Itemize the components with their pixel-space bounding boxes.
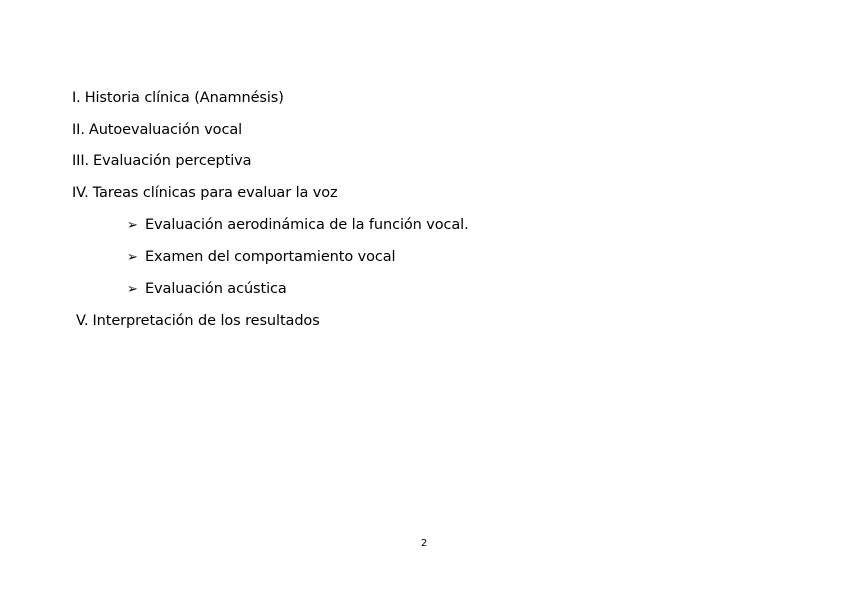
outline-item-3 bbox=[72, 152, 251, 170]
outline-item-number: I. bbox=[72, 90, 81, 106]
arrow-bullet-icon: ➢ bbox=[127, 282, 138, 297]
outline-item-text: Interpretación de los resultados bbox=[92, 313, 320, 329]
outline-item-number: V. bbox=[76, 313, 89, 329]
outline-subitem-2 bbox=[127, 248, 395, 267]
outline-item-number: II. bbox=[72, 122, 85, 138]
outline-subitem-text: Evaluación aerodinámica de la función vocal. bbox=[145, 217, 469, 233]
outline-item-text: Autoevaluación vocal bbox=[88, 122, 243, 138]
outline-item-text: Tareas clínicas para evaluar la voz bbox=[92, 185, 338, 201]
outline-subitem-1 bbox=[127, 216, 469, 235]
arrow-bullet-icon: ➢ bbox=[127, 250, 138, 265]
outline-item-5 bbox=[76, 312, 320, 330]
outline-item-text: Evaluación perceptiva bbox=[93, 153, 252, 169]
arrow-bullet-icon: ➢ bbox=[127, 218, 138, 233]
outline-item-number: III. bbox=[72, 153, 90, 169]
outline-item-2 bbox=[72, 121, 242, 139]
outline-item-number: IV. bbox=[72, 185, 89, 201]
page-number: 2 bbox=[420, 538, 428, 549]
outline-item-1 bbox=[72, 89, 284, 107]
outline-item-text: Historia clínica (Anamnésis) bbox=[84, 90, 284, 106]
outline-subitem-text: Evaluación acústica bbox=[145, 281, 287, 297]
outline-item-4 bbox=[72, 184, 338, 202]
outline-subitem-3 bbox=[127, 280, 287, 299]
outline-subitem-text: Examen del comportamiento vocal bbox=[145, 249, 396, 265]
